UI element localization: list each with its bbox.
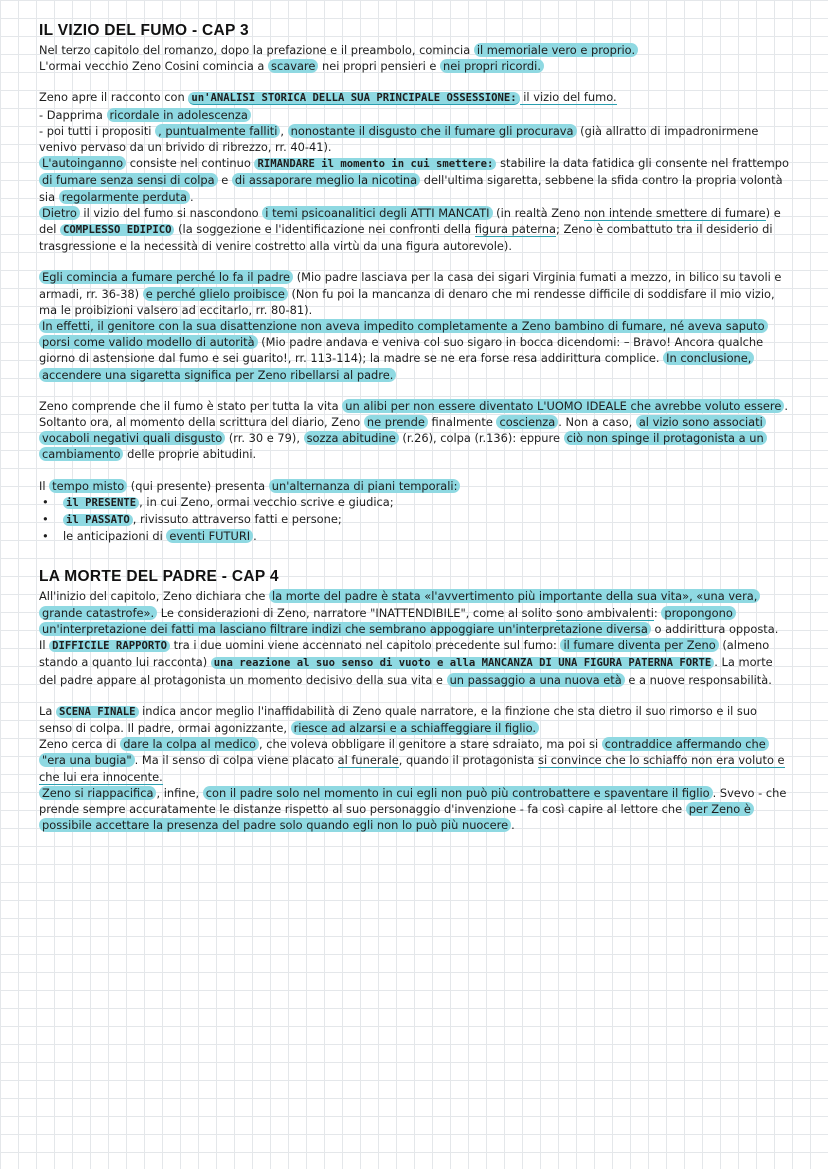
highlight: L'autoinganno xyxy=(39,156,126,170)
ch4-final-scene-paragraph xyxy=(39,703,791,834)
highlight: di fumare senza sensi di colpa xyxy=(39,173,218,187)
text: , xyxy=(280,123,288,138)
highlight: sozza abitudine xyxy=(304,431,399,445)
text: Il xyxy=(39,478,50,493)
text: (almeno stando a quanto lui racconta) xyxy=(39,638,770,670)
text: ; Zeno è combattuto tra il desiderio di trasgressione e la necessità di venire costretto alla virtù da una figura autorevole). xyxy=(39,222,773,254)
highlight: un'ANALISI STORICA DELLA SUA PRINCIPALE OSSESSIONE: xyxy=(188,92,519,105)
highlight: In conclusione, accendere una sigaretta significa per Zeno ribellarsi al padre. xyxy=(39,351,754,381)
highlight: nei propri ricordi. xyxy=(440,59,544,73)
text: La xyxy=(39,703,56,718)
text: (già allratto di impadronirmene venivo pervaso da un brivido di ribrezzo, rr. 40-41). xyxy=(39,123,759,155)
text: ) e del xyxy=(39,205,781,237)
text: Zeno apre il racconto con xyxy=(39,90,189,105)
text: (Mio padre lasciava per la casa dei sigari Virginia fumati a mezzo, in bilico su tavoli e armadi, rr. 36-38) xyxy=(39,270,782,301)
highlight: una reazione al suo senso di vuoto e alla MANCANZA DI UNA FIGURA PATERNA FORTE xyxy=(211,657,714,669)
text: All'inizio del capitolo, Zeno dichiara che xyxy=(39,589,270,604)
highlight: al vizio sono associati vocaboli negativi quali disgusto xyxy=(39,415,766,445)
highlight: i temi psicoanalitici degli ATTI MANCATI xyxy=(262,206,492,220)
highlight: per Zeno è possibile accettare la presenza del padre solo quando egli non lo può più nuocere xyxy=(39,802,754,832)
highlight: nonostante il disgusto che il fumare gli procurava xyxy=(288,124,577,138)
text: (qui presente) presenta xyxy=(127,478,269,493)
text: il vizio del fumo si nascondono xyxy=(79,205,263,220)
text: Le considerazioni di Zeno, narratore "INATTENDIBILE", come al solito xyxy=(157,605,556,620)
ch3-intro-paragraph xyxy=(39,42,791,74)
highlight: il fumare diventa per Zeno xyxy=(560,638,718,652)
ch3-father-paragraph xyxy=(39,269,791,382)
text: (la soggezione e l'identificazione nei confronti della xyxy=(174,222,475,237)
text: dell'ultima sigaretta, sebbene la sfida contro la propria volontà sia xyxy=(39,173,783,204)
highlight: RIMANDARE il momento in cui smettere: xyxy=(254,158,496,170)
highlight: un'alternanza di piani temporali: xyxy=(269,479,461,493)
list-item xyxy=(39,511,791,528)
ch3-time-paragraph xyxy=(39,478,791,494)
ch3-smoking-paragraph xyxy=(39,89,791,254)
highlight: , puntualmente falliti xyxy=(155,124,280,138)
text: - poi tutti i propositi xyxy=(39,123,156,138)
text: delle proprie abitudini. xyxy=(123,447,257,462)
underlined-text: al funerale xyxy=(337,753,399,768)
text: . Soltanto ora, al momento della scrittura del diario, Zeno xyxy=(39,398,788,430)
text: Nel terzo capitolo del romanzo, dopo la prefazione e il preambolo, comincia xyxy=(39,43,474,57)
highlight: il PRESENTE xyxy=(63,497,139,509)
text: (in realtà Zeno xyxy=(492,205,584,220)
text: , infine, xyxy=(156,785,203,800)
text: nei propri pensieri e xyxy=(318,59,441,74)
text: . Ma il senso di colpa viene placato xyxy=(134,753,338,768)
chapter-3-title: IL VIZIO DEL FUMO - CAP 3 xyxy=(39,22,249,39)
text: L'ormai vecchio Zeno Cosini comincia a xyxy=(39,59,269,74)
highlight: riesce ad alzarsi e a schiaffeggiare il figlio. xyxy=(291,721,539,735)
highlight: con il padre solo nel momento in cui egli non può più controbattere e spaventare il figlio xyxy=(203,786,713,800)
text: (rr. 30 e 79), xyxy=(225,431,304,446)
underlined-text: si convince che lo schiaffo non era voluto e che lui era innocente. xyxy=(39,753,785,784)
text: indica ancor meglio l'inaffidabilità di Zeno quale narratore, e la finzione che sta dietro il suo rimorso e il suo senso di colpa. Il padre, ormai agonizzante, xyxy=(39,703,758,735)
text: e xyxy=(217,173,232,188)
text: il vizio del fumo. xyxy=(519,90,617,105)
text: finalmente xyxy=(427,415,497,430)
highlight: COMPLESSO EDIPICO xyxy=(60,224,174,236)
text: Zeno cerca di xyxy=(39,737,121,752)
list-item xyxy=(39,494,791,511)
text: (Mio padre andava e veniva col suo sigaro in bocca dicendomi: – Bravo! Ancora qualche giorno di astensione dal fumo e sei guarito!, rr. 113-114); la madre se ne era forse resa addirittura complice. xyxy=(39,335,764,366)
time-planes-list xyxy=(39,494,791,545)
text: stabilire la data fatidica gli consente nel frattempo xyxy=(496,156,789,171)
chapter-3-section xyxy=(39,22,791,544)
highlight: di assaporare meglio la nicotina xyxy=(232,173,420,187)
underlined-text: sono ambivalenti xyxy=(555,605,654,620)
text: . xyxy=(190,189,194,204)
highlight: ricordale in adolescenza xyxy=(107,108,251,122)
text: : xyxy=(653,605,662,620)
text: - Dapprima xyxy=(39,107,107,122)
text: tra i due uomini viene accennato nel capitolo precedente sul fumo: xyxy=(169,638,561,653)
highlight: DIFFICILE RAPPORTO xyxy=(49,640,170,652)
highlight: In effetti, il genitore con la sua disattenzione non aveva impedito completamente a Zeno bambino di fumare, né aveva saputo porsi come valido modello di autorità xyxy=(39,319,768,349)
highlight: SCENA FINALE xyxy=(56,706,139,718)
text: Zeno comprende che il fumo è stato per tutta la vita xyxy=(39,398,343,413)
underlined-text: non intende smettere di fumare xyxy=(583,205,766,220)
text: . La morte del padre appare al protagonista un momento decisivo della sua vita e xyxy=(39,655,773,687)
text: (r.26), colpa (r.136): eppure xyxy=(398,431,564,446)
highlight: ciò non spinge il protagonista a un cambiamento xyxy=(39,431,767,461)
highlight: eventi FUTURI xyxy=(166,529,253,543)
text: . Svevo - che prende sempre accuratamente le distanze rispetto al suo personaggio d'invenzione - fa così capire al lettore che xyxy=(39,785,787,816)
text: o addirittura opposta. xyxy=(650,621,779,636)
text: . xyxy=(253,529,257,544)
highlight: scavare xyxy=(268,59,318,73)
text: le anticipazioni di xyxy=(63,529,167,544)
list-item xyxy=(39,528,791,544)
text: , quando il protagonista xyxy=(398,753,539,768)
text: . xyxy=(511,818,515,833)
text: Il xyxy=(39,638,50,653)
ch4-intro-paragraph xyxy=(39,588,791,687)
highlight: Zeno si riappacifica xyxy=(39,786,156,800)
highlight: la morte del padre è stata «l'avvertimento più importante della sua vita», «una vera, grande catastrofe». xyxy=(39,589,760,619)
highlight: un passaggio a una nuova età xyxy=(447,673,625,687)
text: , rivissuto attraverso fatti e persone; xyxy=(132,512,342,527)
highlight: coscienza xyxy=(496,415,558,429)
ch3-alibi-paragraph xyxy=(39,398,791,463)
text: consiste nel continuo xyxy=(126,156,255,171)
chapter-4-section xyxy=(39,568,791,833)
chapter-4-title: LA MORTE DEL PADRE - CAP 4 xyxy=(39,568,279,586)
highlight: un alibi per non essere diventato L'UOMO IDEALE che avrebbe voluto essere xyxy=(342,399,784,413)
highlight: il memoriale vero e proprio. xyxy=(474,43,638,57)
highlight: contraddice affermando che "era una bugia" xyxy=(39,737,769,767)
highlight: Dietro xyxy=(39,206,80,220)
highlight: tempo misto xyxy=(49,479,127,493)
text: . Non a caso, xyxy=(558,415,636,430)
highlight: il PASSATO xyxy=(63,514,133,526)
notes-content xyxy=(39,22,791,833)
highlight: Egli comincia a fumare perché lo fa il padre xyxy=(39,270,293,284)
highlight: regolarmente perduta xyxy=(59,190,190,204)
text: , in cui Zeno, ormai vecchio scrive e giudica; xyxy=(139,494,394,509)
text: , che voleva obbligare il genitore a stare sdraiato, ma poi si xyxy=(258,737,602,752)
underlined-text: figura paterna xyxy=(474,222,556,237)
highlight: ne prende xyxy=(364,415,428,429)
highlight: e perché glielo proibisce xyxy=(143,287,288,301)
highlight: propongono un'interpretazione dei fatti ma lasciano filtrare indizi che sembrano appoggiare un'interpretazione diversa xyxy=(39,606,736,636)
highlight: dare la colpa al medico xyxy=(120,737,259,751)
text: (Non fu poi la mancanza di denaro che mi rendesse difficile di soddisfare il mio vizio, ma le proibizioni valsero ad eccitarlo, rr. 80-81). xyxy=(39,286,775,317)
text: e a nuove responsabilità. xyxy=(624,672,772,687)
